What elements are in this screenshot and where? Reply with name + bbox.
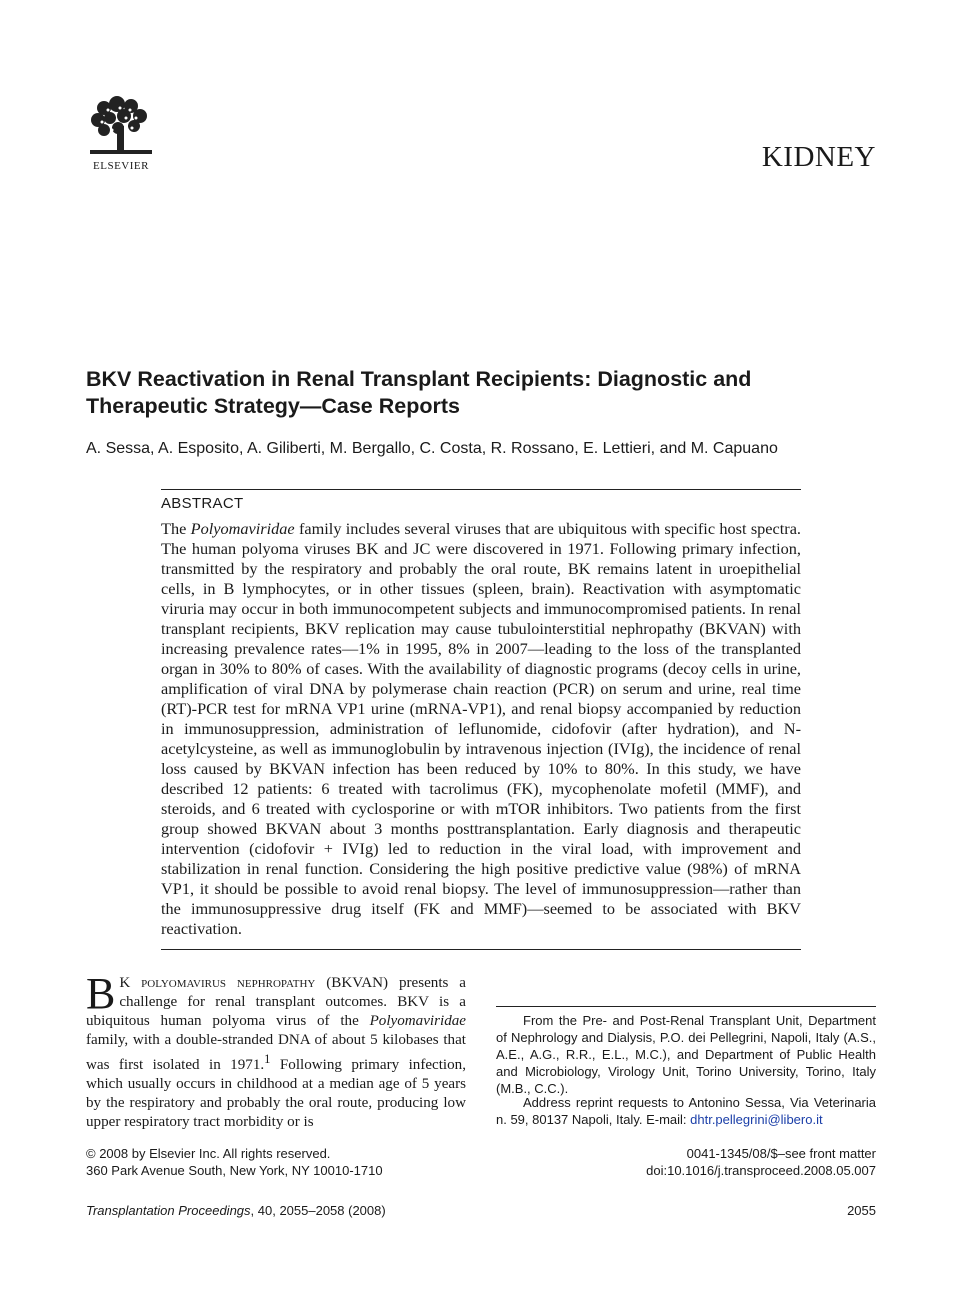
- journal-citation: [86, 1203, 386, 1218]
- drop-cap: B: [86, 969, 116, 1018]
- intro-text-3: Following primary infection, which usually occurs in childhood at a median age of 5 years by the respiratory and probably the oral route, producing low upper respiratory tract morbidity or is: [86, 1057, 466, 1131]
- abstract-top-rule: [161, 489, 801, 490]
- reference-marker[interactable]: 1: [264, 1052, 271, 1066]
- abstract-bottom-rule: [161, 949, 801, 950]
- reprint-footnote: [496, 1094, 876, 1128]
- author-list: A. Sessa, A. Esposito, A. Giliberti, M. Bergallo, C. Costa, R. Rossano, E. Lettieri, and M. Capuano: [86, 440, 778, 457]
- volume-pages: , 40, 2055–2058 (2008): [250, 1203, 386, 1218]
- abstract-text: family includes several viruses that are ubiquitous with specific host spectra. The human polyoma viruses BK and JC were discovered in 1971. Following primary infection, transmitted by the respiratory and probably the oral route, BK remains latent in uroepithelial cells, in B lymphocytes, or in other tissues (spleen, brain). Reactivation with asymptomatic viruria may occur in both immunocompetent subjects and immunocompromised patients. In renal transplant recipients, BKV replication may cause tubulointerstitial nephropathy (BKVAN) with increasing prevalence rates—1% in 1995, 8% in 2007—leading to the loss of the transplanted organ in 30% to 80% of cases. With the availability of diagnostic programs (decoy cells in urine, amplification of viral DNA by polymerase chain reaction (PCR) on serum and urine, real time (RT)-PCR test for mRNA VP1 urine (mRNA-VP1), and renal biopsy accompanied by reduction in immunosuppression, administration of leflunomide, cidofovir (after hydration), and N-acetylcysteine, as well as immunoglobulin by intravenous injection (IVIg), the incidence of renal loss caused by BKVAN infection has been reduced by 10% to 80%. In this study, we have described 12 patients: 6 treated with tacrolimus (FK), mycophenolate mofetil (MMF), and steroids, and 6 treated with cyclosporine or with mTOR inhibitors. Two patients from the first group showed BKVAN about 3 months posttransplantation. Early diagnosis and therapeutic intervention (cidofovir + IVIg) led to reduction in the viral load, with improvement and stabilization in renal function. Considering the high positive predictive value (98%) of mRNA VP1, it should be possible to avoid renal biopsy. The level of immunosuppression—rather than the immunosuppressive drug itself (FK and MMF)—seemed to be associated with BKV reactivation.: [161, 519, 801, 938]
- intro-text-1: presents a challenge for renal transplant outcomes. BKV is a ubiquitous human polyoma virus of the: [86, 975, 466, 1029]
- intro-lead-smallcaps: K polyomavirus nephropathy (BKVAN): [119, 975, 389, 991]
- abstract-heading: ABSTRACT: [161, 495, 244, 512]
- intro-italic-family: Polyomaviridae: [369, 1013, 466, 1029]
- intro-text-2: family, with a double-stranded DNA of about 5 kilobases that was first isolated in 1971.: [86, 1032, 466, 1074]
- issn-line: 0041-1345/08/$–see front matter: [686, 1146, 876, 1161]
- abstract-body: [161, 519, 801, 939]
- publisher-name: ELSEVIER: [93, 160, 149, 172]
- page-number: 2055: [847, 1203, 876, 1218]
- reprint-text: Address reprint requests to Antonino Sessa, Via Veterinaria n. 59, 80137 Napoli, Italy. E-mail:: [496, 1095, 876, 1127]
- article-title: BKV Reactivation in Renal Transplant Recipients: Diagnostic and Therapeutic Strategy—Case Reports: [86, 367, 752, 418]
- abstract-lead: The: [161, 519, 191, 538]
- publisher-address: 360 Park Avenue South, New York, NY 10010-1710: [86, 1163, 383, 1178]
- email-link[interactable]: dhtr.pellegrini@libero.it: [690, 1112, 823, 1127]
- journal-section: KIDNEY: [761, 141, 876, 173]
- doi-line: doi:10.1016/j.transproceed.2008.05.007: [646, 1163, 876, 1178]
- issn-block: [646, 1145, 876, 1179]
- copyright-block: [86, 1145, 383, 1179]
- journal-name: Transplantation Proceedings: [86, 1203, 251, 1218]
- footnote-rule: [496, 1006, 876, 1007]
- elsevier-tree-icon: [84, 96, 158, 158]
- affiliation-footnote: From the Pre- and Post-Renal Transplant Unit, Department of Nephrology and Dialysis, P.O. dei Pellegrini, Napoli, Italy (A.S., A.E., A.G., R.R., E.L., M.C.), and Department of Public Health and Microbiology, Virology Unit, Torino University, Torino, Italy (M.B., C.C.).: [496, 1013, 876, 1096]
- intro-paragraph: [86, 969, 466, 1132]
- copyright-line: © 2008 by Elsevier Inc. All rights reserved.: [86, 1146, 331, 1161]
- abstract-family-name: Polyomaviridae: [190, 519, 295, 538]
